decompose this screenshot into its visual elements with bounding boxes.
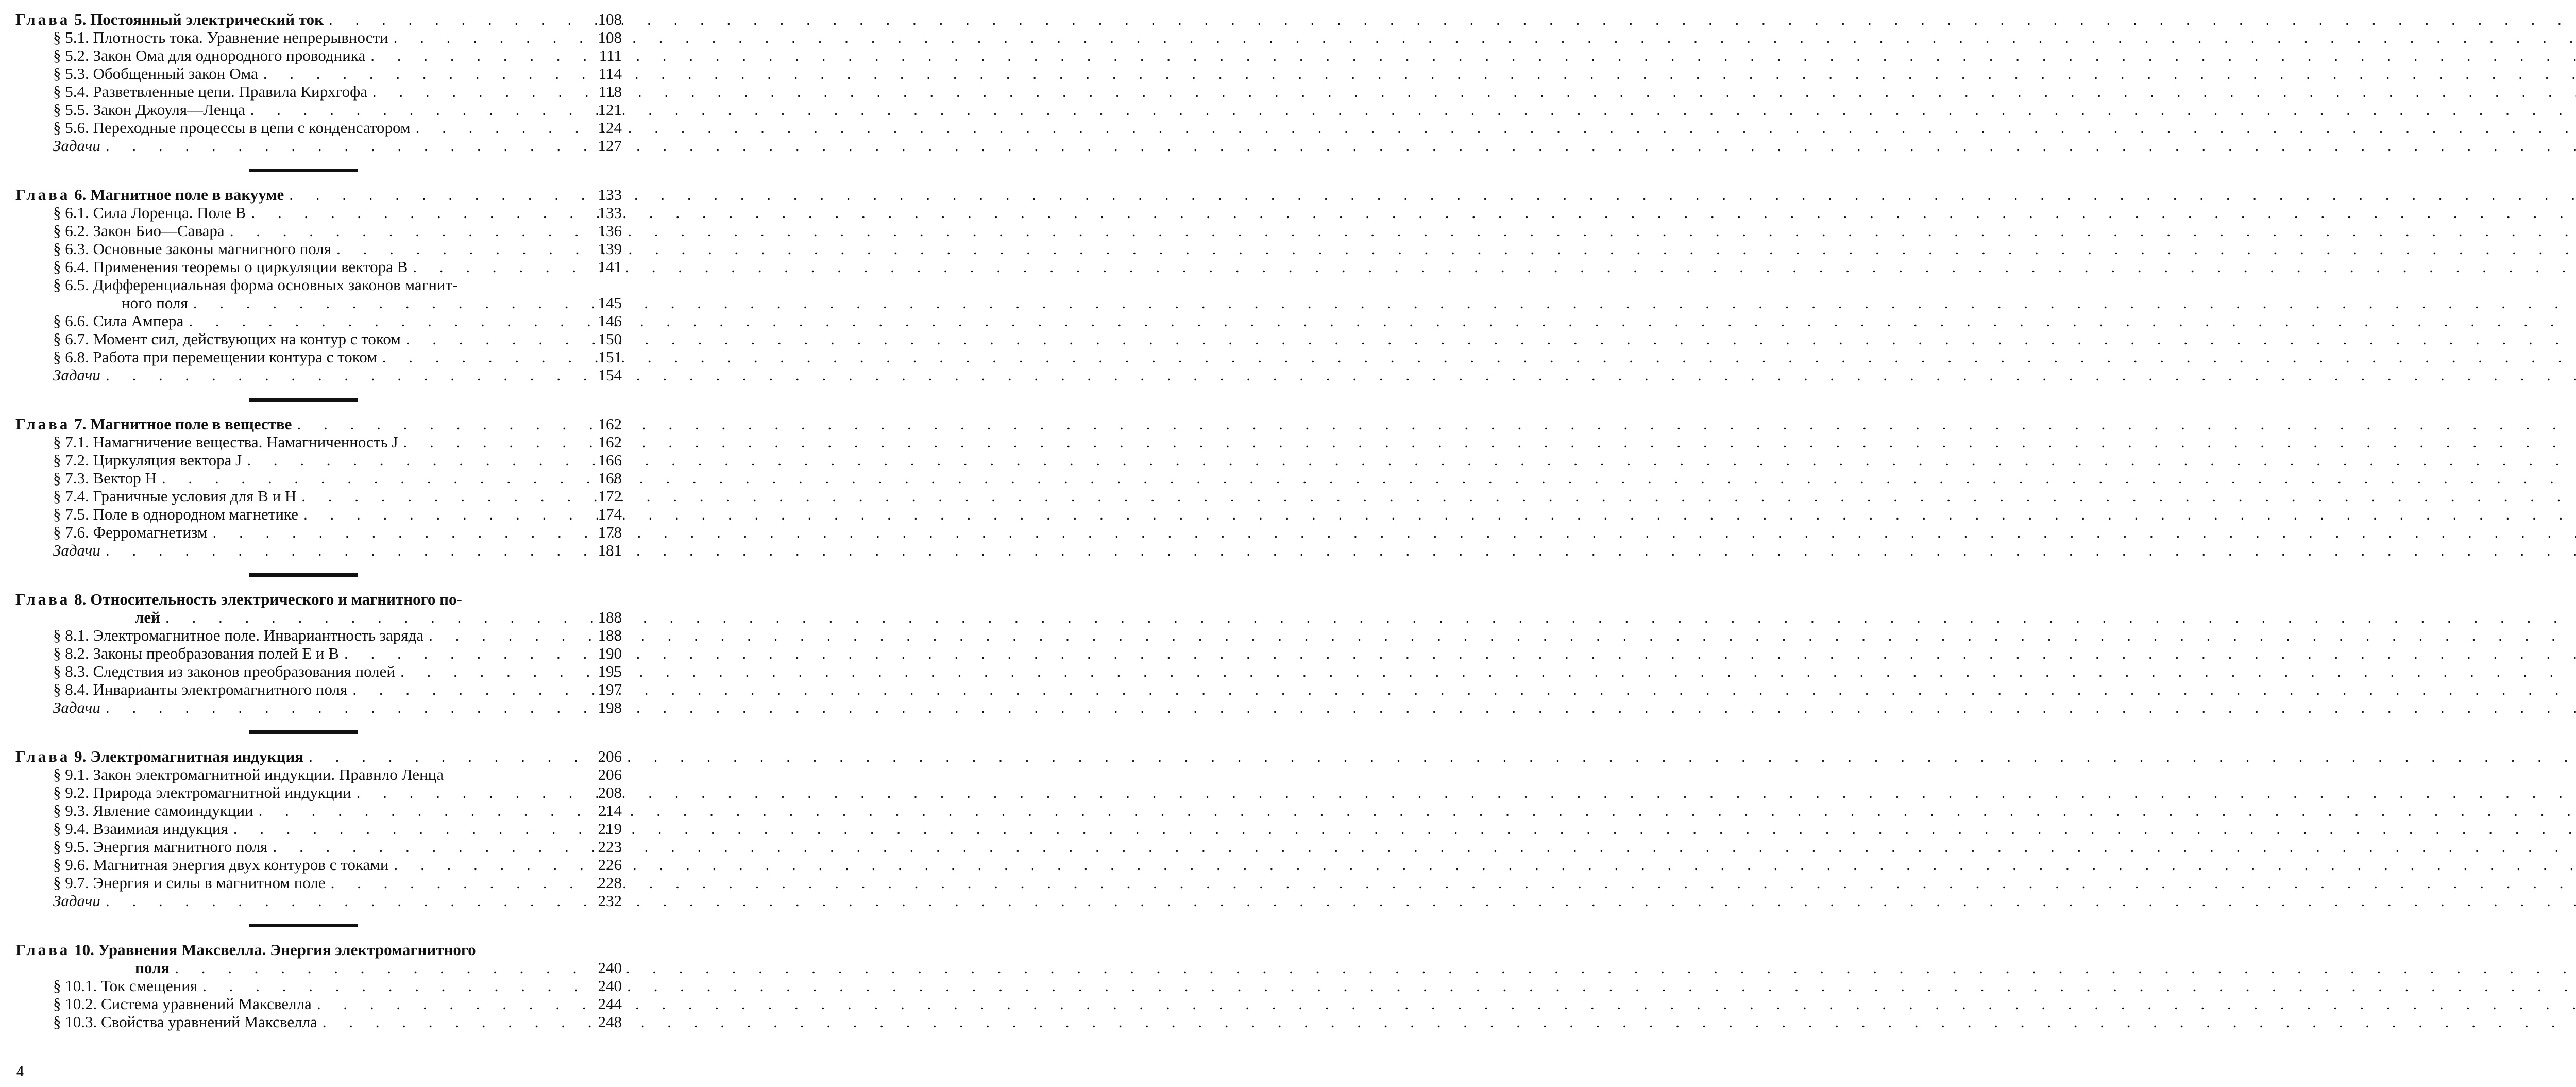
chapter-heading[interactable] — [15, 590, 622, 608]
entry-label: Задачи — [53, 892, 100, 910]
chapter-word: Глава — [15, 590, 71, 608]
page-number-ref: 146 — [598, 312, 622, 330]
page-number-ref: 228 — [598, 874, 622, 892]
entry-label: § 8.1. Электромагнитное поле. Инвариантность заряда — [53, 626, 424, 644]
entry-label: § 7.6. Ферромагнетизм — [53, 523, 208, 541]
dot-leader — [292, 415, 590, 433]
entry-label: § 10.3. Свойства уравнений Максвелла — [53, 1013, 317, 1031]
chapter-title-cont: поля — [135, 959, 170, 977]
page-number-ref: 118 — [598, 82, 622, 101]
dot-leader — [367, 82, 590, 101]
page-number-ref: 223 — [598, 838, 622, 856]
section-entry[interactable] — [15, 451, 622, 469]
dot-leader — [197, 977, 590, 995]
page-number-ref: 127 — [598, 137, 622, 155]
tasks-entry[interactable] — [15, 137, 622, 155]
entry-label: § 8.4. Инварианты электромагнитного поля — [53, 680, 348, 698]
entry-label: § 6.6. Сила Ампера — [53, 312, 184, 330]
section-entry[interactable] — [15, 838, 622, 856]
page-number: 4 — [16, 1064, 24, 1080]
page-number-ref: 121 — [598, 101, 622, 119]
entry-label: Задачи — [53, 698, 100, 716]
chapter-title: 5. Постоянный электрический ток — [70, 10, 324, 28]
entry-label: § 9.1. Закон электромагнитной индукции. Правнло Ленца — [53, 765, 444, 783]
page-number-ref: 219 — [598, 820, 622, 838]
dot-leader — [298, 505, 590, 523]
entry-label: § 6.2. Закон Био—Савара — [53, 222, 225, 240]
section-entry[interactable] — [15, 765, 622, 783]
chapter-title: 8. Относительность электрического и магнитного по- — [70, 590, 462, 608]
chapter-heading[interactable] — [15, 186, 622, 204]
dot-leader — [324, 10, 590, 28]
chapter-divider — [249, 924, 358, 927]
page-number-ref: 178 — [598, 523, 622, 541]
entry-label: § 6.8. Работа при перемещении контура с током — [53, 348, 377, 366]
entry-label: § 5.2. Закон Ома для однородного проводника — [53, 46, 366, 64]
page-number-ref: 174 — [598, 505, 622, 523]
entry-label: § 9.7. Энергия и силы в магнитном поле — [53, 874, 326, 892]
dot-leader — [100, 698, 590, 716]
section-entry[interactable] — [15, 874, 622, 892]
section-entry[interactable] — [15, 783, 622, 801]
section-entry[interactable] — [15, 46, 622, 64]
page-number-ref: 188 — [598, 626, 622, 644]
entry-label: § 6.3. Основные законы магнигного поля — [53, 240, 331, 258]
page-number-ref: 162 — [598, 433, 622, 451]
chapter-word: Глава — [15, 747, 71, 765]
chapter-heading[interactable] — [15, 959, 622, 977]
entry-label: § 6.5. Дифференциальная форма основных законов магнит- — [53, 276, 458, 294]
dot-leader — [170, 959, 590, 977]
section-entry[interactable] — [15, 995, 622, 1013]
page-number-ref: 150 — [598, 330, 622, 348]
entry-label — [15, 590, 462, 608]
dot-leader — [351, 783, 590, 801]
section-entry[interactable] — [15, 240, 622, 258]
entry-label — [15, 608, 160, 626]
dot-leader — [157, 469, 590, 487]
section-entry[interactable] — [15, 82, 622, 101]
chapter-heading[interactable] — [15, 747, 622, 765]
entry-label: § 9.5. Энергия магнитного поля — [53, 838, 268, 856]
dot-leader — [401, 330, 590, 348]
entry-label: Задачи — [53, 366, 100, 384]
dot-leader — [100, 892, 590, 910]
entry-label — [15, 941, 476, 959]
page-number-ref: 198 — [598, 698, 622, 716]
tasks-entry[interactable] — [15, 698, 622, 716]
dot-leader — [347, 680, 590, 698]
page-number-ref: 244 — [598, 995, 622, 1013]
entry-label — [15, 294, 188, 312]
section-entry[interactable] — [15, 64, 622, 82]
tasks-entry[interactable] — [15, 366, 622, 384]
page-number-ref: 124 — [598, 119, 622, 137]
dot-leader — [284, 186, 590, 204]
section-entry[interactable] — [15, 487, 622, 505]
chapter-title: 7. Магнитное поле в веществе — [70, 415, 292, 433]
page-number-ref: 240 — [598, 977, 622, 995]
entry-label: § 7.2. Циркуляция вектора J — [53, 451, 242, 469]
section-entry[interactable] — [15, 330, 622, 348]
entry-label: Задачи — [53, 137, 100, 155]
page-number-ref: 206 — [598, 765, 622, 783]
page-number-ref: 168 — [598, 469, 622, 487]
entry-label: § 8.2. Законы преобразования полей E и B — [53, 644, 340, 662]
page-number-ref: 145 — [598, 294, 622, 312]
dot-leader — [339, 644, 590, 662]
section-entry[interactable] — [15, 101, 622, 119]
section-entry[interactable] — [15, 28, 622, 46]
page-number-ref: 133 — [598, 204, 622, 222]
dot-leader — [100, 541, 590, 559]
section-entry[interactable] — [15, 505, 622, 523]
chapter-divider — [249, 730, 358, 734]
dot-leader — [303, 747, 590, 765]
entry-label: § 5.3. Обобщенный закон Ома — [53, 64, 258, 82]
section-entry[interactable] — [15, 523, 622, 541]
dot-leader — [188, 294, 590, 312]
page-number-ref: 151 — [598, 348, 622, 366]
section-entry[interactable] — [15, 820, 622, 838]
dot-leader — [246, 204, 590, 222]
entry-label: § 9.2. Природа электромагнитной индукции — [53, 783, 351, 801]
dot-leader — [326, 874, 590, 892]
chapter-divider — [249, 398, 358, 402]
page-number-ref: 181 — [598, 541, 622, 559]
dot-leader — [312, 995, 590, 1013]
section-entry[interactable] — [15, 1013, 622, 1031]
page-number-ref: 114 — [598, 64, 622, 82]
tasks-entry[interactable] — [15, 541, 622, 559]
section-entry[interactable] — [15, 119, 622, 137]
section-label-cont: ного поля — [122, 294, 188, 312]
dot-leader — [253, 801, 590, 820]
entry-label: § 7.4. Граничные условия для B и H — [53, 487, 297, 505]
dot-leader — [389, 856, 590, 874]
section-entry[interactable] — [15, 856, 622, 874]
entry-label: § 5.1. Плотность тока. Уравнение непрерывности — [53, 28, 388, 46]
page-number-ref: 208 — [598, 783, 622, 801]
page-number-ref: 172 — [598, 487, 622, 505]
section-entry[interactable] — [15, 977, 622, 995]
entry-label: § 5.6. Переходные процессы в цепи с конденсатором — [53, 119, 411, 137]
section-entry[interactable] — [15, 348, 622, 366]
entry-label — [15, 10, 324, 28]
dot-leader — [228, 820, 590, 838]
section-entry[interactable] — [15, 294, 622, 312]
page-number-ref: 188 — [598, 608, 622, 626]
dot-leader — [258, 64, 590, 82]
page-number-ref: 232 — [598, 892, 622, 910]
chapter-word: Глава — [15, 415, 71, 433]
chapter-heading[interactable] — [15, 608, 622, 626]
entry-label — [15, 186, 284, 204]
entry-label: § 9.3. Явление самоиндукции — [53, 801, 253, 820]
page-number-ref: 154 — [598, 366, 622, 384]
entry-label: § 6.1. Сила Лоренца. Поле B — [53, 204, 246, 222]
section-entry[interactable] — [15, 680, 622, 698]
section-entry[interactable] — [15, 258, 622, 276]
dot-leader — [331, 240, 590, 258]
chapter-title: 10. Уравнения Максвелла. Энергия электромагнитного — [70, 941, 476, 959]
section-entry[interactable] — [15, 204, 622, 222]
entry-label: § 5.5. Закон Джоуля—Ленца — [53, 101, 245, 119]
page-number-ref: 214 — [598, 801, 622, 820]
page-number-ref: 108 — [598, 10, 622, 28]
page-number-ref: 195 — [598, 662, 622, 680]
page-number-ref: 111 — [599, 46, 622, 64]
page-number-ref: 248 — [598, 1013, 622, 1031]
entry-label: § 10.1. Ток смещения — [53, 977, 198, 995]
section-entry[interactable] — [15, 469, 622, 487]
entry-label: § 7.3. Вектор H — [53, 469, 157, 487]
chapter-title-cont: лей — [135, 608, 161, 626]
section-entry[interactable] — [15, 276, 622, 294]
page-number-ref: 166 — [598, 451, 622, 469]
chapter-heading[interactable] — [15, 10, 622, 28]
chapter-divider — [249, 169, 358, 172]
entry-label: § 7.1. Намагничение вещества. Намагниченность J — [53, 433, 398, 451]
page-number-ref: 206 — [598, 747, 622, 765]
dot-leader — [267, 838, 590, 856]
entry-label: § 9.6. Магнитная энергия двух контуров с токами — [53, 856, 389, 874]
dot-leader — [160, 608, 590, 626]
dot-leader — [398, 433, 590, 451]
dot-leader — [423, 626, 590, 644]
dot-leader — [242, 451, 590, 469]
chapter-divider — [249, 573, 358, 577]
page-number-ref: 136 — [598, 222, 622, 240]
chapter-word: Глава — [15, 941, 71, 959]
entry-label: § 10.2. Система уравнений Максвелла — [53, 995, 312, 1013]
section-entry[interactable] — [15, 312, 622, 330]
chapter-word: Глава — [15, 10, 71, 28]
entry-label: § 7.5. Поле в однородном магнетике — [53, 505, 298, 523]
section-entry[interactable] — [15, 662, 622, 680]
dot-leader — [408, 258, 590, 276]
page-number-ref: 197 — [598, 680, 622, 698]
dot-leader — [225, 222, 590, 240]
section-entry[interactable] — [15, 644, 622, 662]
dot-leader — [411, 119, 590, 137]
page-number-ref: 190 — [598, 644, 622, 662]
page-number-ref: 226 — [598, 856, 622, 874]
dot-leader — [377, 348, 590, 366]
dot-leader — [100, 366, 590, 384]
entry-label: § 9.4. Взаимиая индукция — [53, 820, 228, 838]
dot-leader — [207, 523, 590, 541]
page-number-ref: 133 — [598, 186, 622, 204]
chapter-heading[interactable] — [15, 415, 622, 433]
entry-label: Задачи — [53, 541, 100, 559]
entry-label: § 6.7. Момент сил, действующих на контур с током — [53, 330, 401, 348]
dot-leader — [395, 662, 590, 680]
section-entry[interactable] — [15, 222, 622, 240]
page-number-ref: 139 — [598, 240, 622, 258]
dot-leader — [317, 1013, 590, 1031]
entry-label: § 8.3. Следствия из законов преобразования полей — [53, 662, 395, 680]
chapter-word: Глава — [15, 186, 71, 204]
page-number-ref: 141 — [598, 258, 622, 276]
page-number-ref: 108 — [598, 28, 622, 46]
tasks-entry[interactable] — [15, 892, 622, 910]
dot-leader — [365, 46, 590, 64]
entry-label: § 6.4. Применения теоремы о циркуляции вектора B — [53, 258, 408, 276]
chapter-title: 6. Магнитное поле в вакууме — [70, 186, 284, 204]
entry-label — [15, 959, 170, 977]
dot-leader — [388, 28, 590, 46]
entry-label — [15, 747, 303, 765]
chapter-heading[interactable] — [15, 941, 622, 959]
dot-leader — [183, 312, 590, 330]
entry-label: § 5.4. Разветвленные цепи. Правила Кирхгофа — [53, 82, 367, 101]
section-entry[interactable] — [15, 801, 622, 820]
section-entry[interactable] — [15, 626, 622, 644]
chapter-title: 9. Электромагнитная индукция — [70, 747, 304, 765]
page-number-ref: 162 — [598, 415, 622, 433]
dot-leader — [296, 487, 590, 505]
dot-leader — [100, 137, 590, 155]
dot-leader — [245, 101, 590, 119]
table-of-contents — [0, 0, 637, 1031]
section-entry[interactable] — [15, 433, 622, 451]
page-number-ref: 240 — [598, 959, 622, 977]
entry-label — [15, 415, 292, 433]
